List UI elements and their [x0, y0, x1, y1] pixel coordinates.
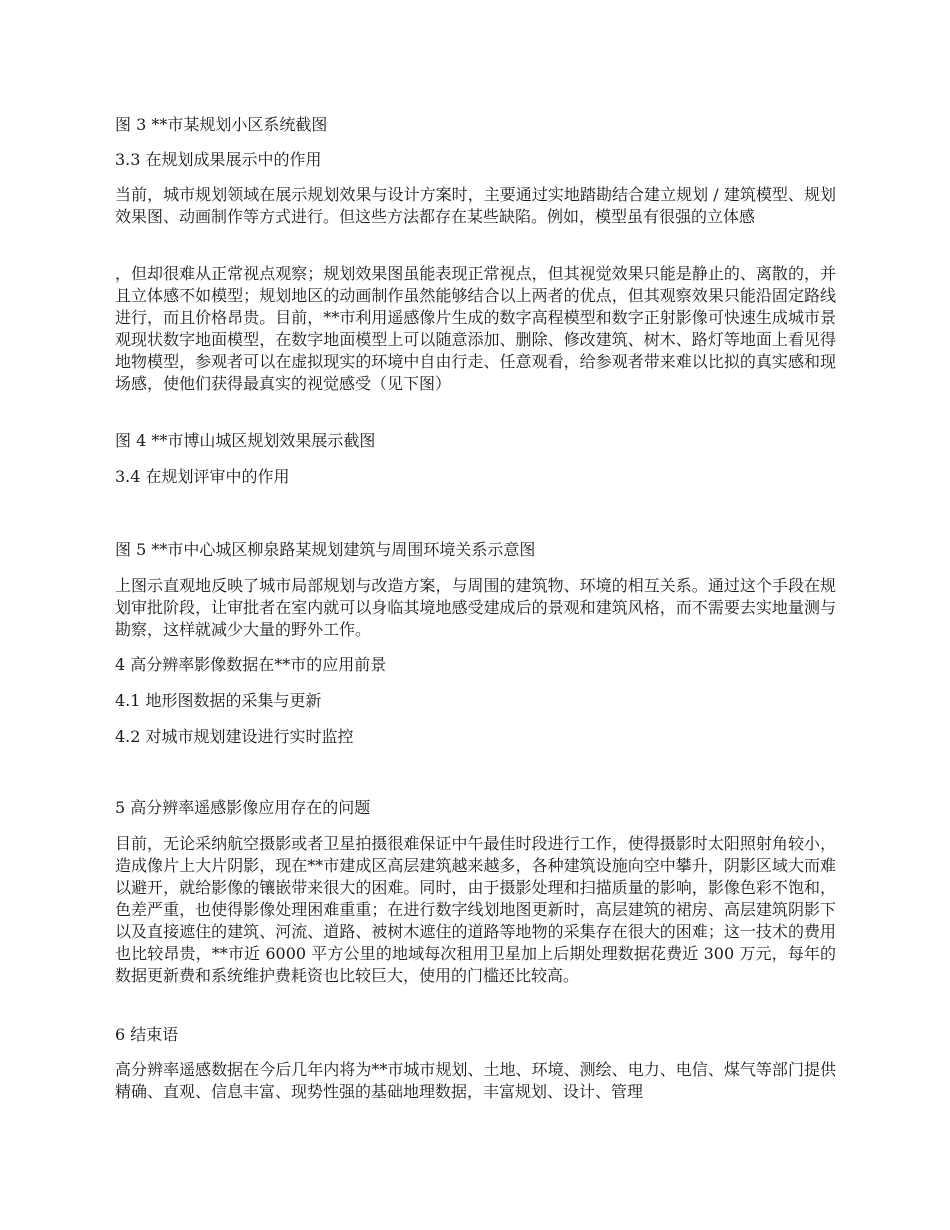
- section-6-paragraph: 高分辨率遥感数据在今后几年内将为**市城市规划、土地、环境、测绘、电力、电信、煤气等部门提供精确、直观、信息丰富、现势性强的基础地理数据，丰富规划、设计、管理: [115, 1060, 836, 1101]
- section-4-heading: 4 高分辨率影像数据在**市的应用前景: [115, 655, 387, 674]
- figure-5-description-paragraph: 上图示直观地反映了城市局部规划与改造方案，与周围的建筑物、环境的相互关系。通过这个手段在规划审批阶段，让审批者在室内就可以身临其境地感受建成后的景观和建筑风格，而不需要去实地量测与勘察，这样就减少大量的野外工作。: [115, 576, 836, 639]
- section-5-heading: 5 高分辨率遥感影像应用存在的问题: [115, 798, 371, 817]
- section-4-1-heading: 4.1 地形图数据的采集与更新: [115, 691, 322, 710]
- figure-5-caption: 图 5 **市中心城区柳泉路某规划建筑与周围环境关系示意图: [115, 540, 536, 559]
- section-3-3-heading: 3.3 在规划成果展示中的作用: [115, 150, 322, 169]
- section-5-paragraph: 目前，无论采纳航空摄影或者卫星拍摄很难保证中午最佳时段进行工作，使得摄影时太阳照射角较小，造成像片上大片阴影，现在**市建成区高层建筑越来越多，各种建筑设施向空中攀升，阴影区域大而难以避开，就给影像的镶嵌带来很大的困难。同时，由于摄影处理和扫描质量的影响，影像色彩不饱和，色差严重，也使得影像处理困难重重；在进行数字线划地图更新时，高层建筑的裙房、高层建筑阴影下以及直接遮住的建筑、河流、道路、被树木遮住的道路等地物的采集存在很大的困难；这一技术的费用也比较昂贵，**市近 6000 平方公里的地域每次租用卫星加上后期处理数据花费近 300 万元，每年的数据更新费和系统维护费耗资也比较巨大，使用的门槛还比较高。: [115, 834, 836, 985]
- section-3-3-paragraph-2: ，但却很难从正常视点观察；规划效果图虽能表现正常视点，但其视觉效果只能是静止的、离散的，并且立体感不如模型；规划地区的动画制作虽然能够结合以上两者的优点，但其观察效果只能沿固定路线进行，而且价格昂贵。目前，**市利用遥感像片生成的数字高程模型和数字正射影像可快速生成城市景观现状数字地面模型，在数字地面模型上可以随意添加、删除、修改建筑、树木、路灯等地面上看见得地物模型，参观者可以在虚拟现实的环境中自由行走、任意观看，给参观者带来难以比拟的真实感和现场感，使他们获得最真实的视觉感受（见下图）: [115, 264, 836, 393]
- section-3-3-paragraph-1: 当前，城市规划领域在展示规划效果与设计方案时，主要通过实地踏勘结合建立规划 / 建筑模型、规划效果图、动画制作等方式进行。但这些方法都存在某些缺陷。例如，模型虽有很强的立体感: [115, 185, 836, 226]
- section-6-heading: 6 结束语: [115, 1025, 179, 1044]
- section-3-4-heading: 3.4 在规划评审中的作用: [115, 467, 290, 486]
- figure-3-caption: 图 3 **市某规划小区系统截图: [115, 115, 328, 134]
- figure-4-caption: 图 4 **市博山城区规划效果展示截图: [115, 431, 376, 450]
- section-4-2-heading: 4.2 对城市规划建设进行实时监控: [115, 727, 354, 746]
